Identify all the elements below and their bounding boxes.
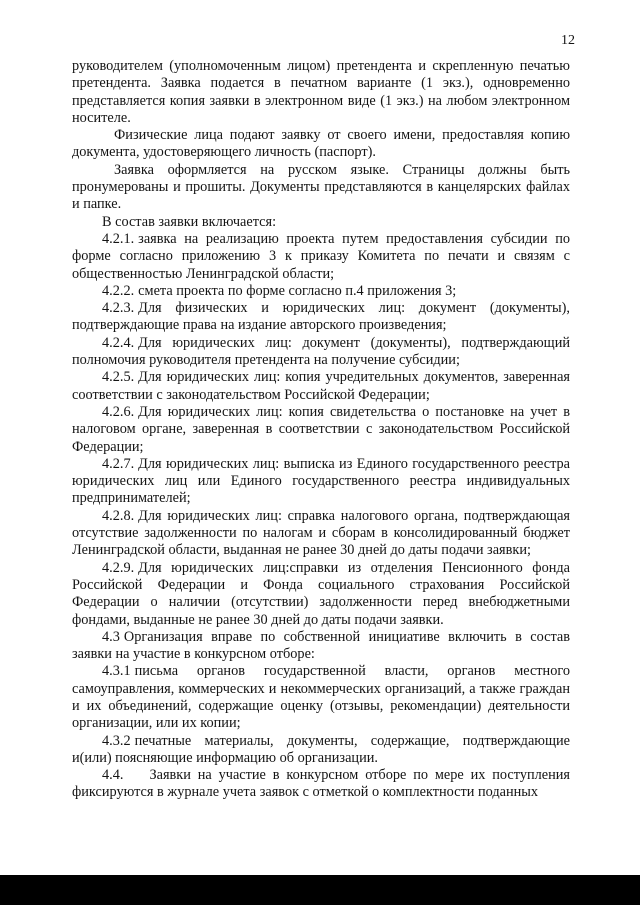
paragraph-language: Заявка оформляется на русском языке. Страницы должны быть пронумерованы и прошиты. Документы представляются в канцелярских файлах и папке. — [72, 161, 570, 213]
item-number: 4.3.2 — [102, 732, 131, 749]
item-text: заявка на реализацию проекта путем предоставления субсидии по форме согласно приложению 3 к приказу Комитета по печати и связям с общественностью Ленинградской области; — [72, 230, 570, 282]
item-text: письма органов государственной власти, органов местного самоуправления, коммерческих и некоммерческих организаций, а также граждан и их объединений, содержащие оценку (отзывы, рекомендации) деятельности организации, или их копии; — [72, 663, 570, 732]
item-text: Для юридических лиц:справки из отделения Пенсионного фонда Российской Федерации и Фонда социального страхования Российской Федерации о наличии (отсутствии) задолженности перед внебюджетными фондами, выданные не ранее 30 дней до даты подачи заявки. — [72, 559, 570, 628]
section-4-3 — [72, 629, 570, 664]
list-item-4-3-2 — [72, 733, 570, 768]
list-item-4-2-9 — [72, 560, 570, 629]
item-number: 4.2.9. — [102, 559, 135, 576]
document-body — [72, 58, 570, 802]
list-item-4-2-6 — [72, 404, 570, 456]
item-text: смета проекта по форме согласно п.4 приложения 3; — [138, 282, 457, 299]
item-text: Для юридических лиц: копия свидетельства о постановке на учет в налоговом органе, заверенная в соответствии с законодательством Российской Федерации; — [72, 403, 570, 455]
item-text: Для физических и юридических лиц: документ (документы), подтверждающие права на издание авторского произведения; — [72, 300, 570, 334]
item-number: 4.2.1. — [102, 230, 135, 247]
list-item-4-2-1 — [72, 231, 570, 283]
scan-edge-bar — [0, 875, 640, 905]
item-number: 4.3.1 — [102, 663, 131, 680]
list-item-4-2-3 — [72, 300, 570, 335]
item-number: 4.2.5. — [102, 369, 135, 386]
section-text: Организация вправе по собственной инициативе включить в состав заявки на участие в конкурсном отборе: — [72, 628, 570, 663]
list-item-4-2-7 — [72, 456, 570, 508]
page-number: 12 — [561, 33, 575, 48]
list-item-4-3-1 — [72, 663, 570, 732]
item-number: 4.2.3. — [102, 300, 135, 317]
item-text: печатные материалы, документы, содержащие, подтверждающие и(или) поясняющие информацию об организации. — [72, 732, 570, 766]
list-item-4-2-8 — [72, 508, 570, 560]
list-item-4-2-5 — [72, 369, 570, 404]
list-item-4-2-4 — [72, 335, 570, 370]
item-number: 4.2.6. — [102, 403, 135, 420]
section-number: 4.3 — [102, 628, 120, 645]
item-number: 4.2.8. — [102, 507, 135, 524]
item-text: Для юридических лиц: справка налогового органа, подтверждающая отсутствие задолженности по налогам и сборам в консолидированный бюджет Ленинградской области, выданная не ранее 30 дней до даты подачи заявки; — [72, 507, 570, 559]
item-text: Для юридических лиц: документ (документы), подтверждающий полномочия руководителя претендента на получение субсидии; — [72, 334, 570, 369]
item-number: 4.2.7. — [102, 455, 135, 472]
item-number: 4.2.4. — [102, 334, 135, 351]
item-number: 4.2.2. — [102, 282, 135, 299]
list-item-4-2-2 — [72, 283, 570, 300]
paragraph-continuation: руководителем (уполномоченным лицом) претендента и скрепленную печатью претендента. Заявка подается в печатном варианте (1 экз.), одновременно представляется копия заявки в электронном виде (1 экз.) на любом электронном носителе. — [72, 58, 570, 126]
paragraph-individuals: Физические лица подают заявку от своего имени, предоставляя копию документа, удостоверяющего личность (паспорт). — [72, 127, 570, 161]
paragraph-composition: В состав заявки включается: — [102, 213, 277, 230]
section-number: 4.4. — [102, 767, 124, 784]
section-4-4 — [72, 767, 570, 802]
section-text: Заявки на участие в конкурсном отборе по мере их поступления фиксируются в журнале учета заявок с отметкой о комплектности поданных — [72, 767, 570, 801]
item-text: Для юридических лиц: копия учредительных документов, заверенная соответствии с законодательством Российской Федерации; — [72, 369, 570, 403]
item-text: Для юридических лиц: выписка из Единого государственного реестра юридических лиц или Единого государственного реестра индивидуальных предпринимателей; — [72, 455, 570, 507]
